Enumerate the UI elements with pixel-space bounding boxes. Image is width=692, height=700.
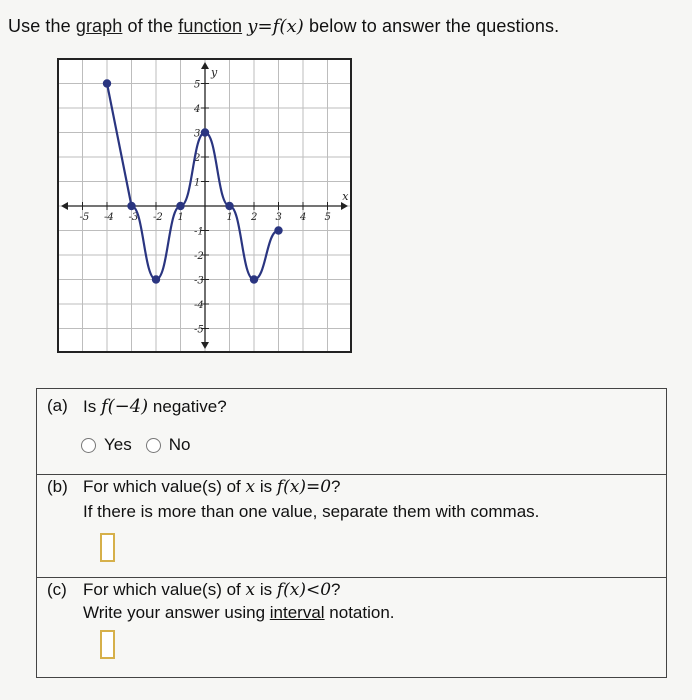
x-tick-label: 2 — [251, 212, 258, 223]
question-c-instruction — [83, 603, 395, 623]
x-axis-arrow-left — [61, 202, 68, 210]
y-tick-label: 5 — [194, 79, 201, 91]
y-tick-label: 3 — [194, 128, 201, 140]
question-a-text — [83, 396, 227, 417]
function-expression: y=f(x) — [247, 16, 304, 37]
question-c-expression: f(x)<0 — [276, 580, 332, 600]
curve-point — [225, 202, 233, 210]
radio-yes-icon[interactable] — [81, 438, 96, 453]
y-tick-label: -3 — [194, 275, 204, 287]
y-tick-label: -5 — [194, 324, 204, 336]
question-a-post: negative? — [148, 397, 227, 416]
curve-point — [274, 226, 282, 234]
question-b-tag: (b) — [47, 477, 68, 496]
curve-point — [103, 79, 111, 87]
question-a-panel — [36, 388, 667, 475]
interval-link[interactable]: interval — [269, 603, 325, 622]
answer-c-input[interactable] — [100, 630, 115, 659]
option-yes[interactable] — [81, 435, 132, 455]
radio-no-icon[interactable] — [146, 438, 161, 453]
option-no[interactable] — [146, 435, 191, 455]
y-tick-label: -2 — [194, 251, 204, 262]
question-c-text — [83, 580, 341, 600]
y-tick-label: -4 — [194, 300, 204, 311]
x-tick-label: 1 — [226, 212, 233, 223]
question-c-line2-pre: Write your answer using — [83, 603, 270, 622]
question-b-expression: f(x)=0 — [276, 477, 332, 497]
question-c-post: ? — [331, 580, 341, 599]
x-axis-arrow-right — [341, 202, 348, 210]
question-b-panel — [36, 474, 667, 578]
y-axis-label: y — [211, 66, 218, 79]
y-tick-label: -1 — [194, 226, 204, 238]
instructions — [8, 16, 559, 37]
x-tick-label: -2 — [153, 212, 163, 223]
question-c-mid: is — [255, 580, 277, 599]
y-axis-arrow-down — [201, 342, 209, 349]
x-tick-label: -5 — [79, 212, 90, 223]
graph-link[interactable]: graph — [75, 16, 123, 36]
x-tick-label: 5 — [324, 212, 331, 223]
question-b-mid: is — [255, 477, 277, 496]
y-tick-label: 4 — [194, 104, 201, 115]
question-c-panel — [36, 577, 667, 678]
question-a-expression: f(−4) — [100, 396, 149, 417]
yes-no-options — [81, 435, 204, 455]
curve-point — [201, 128, 209, 136]
question-a-tag: (a) — [47, 396, 68, 415]
question-c-var: x — [245, 580, 256, 600]
question-c-pre: For which value(s) of — [83, 580, 246, 599]
curve-point — [152, 275, 160, 283]
x-tick-label: 4 — [300, 212, 307, 223]
question-c-tag: (c) — [47, 580, 67, 599]
curve-point — [176, 202, 184, 210]
question-b-post: ? — [331, 477, 341, 496]
question-b-text — [83, 477, 341, 497]
y-axis-arrow-up — [201, 62, 209, 69]
x-tick-label: 3 — [275, 212, 282, 223]
x-tick-label: -3 — [128, 212, 139, 223]
question-a-pre: Is — [83, 397, 101, 416]
intro-text-4: below to answer the questions. — [303, 16, 560, 36]
question-b-instruction: If there is more than one value, separate them with commas. — [83, 502, 540, 521]
x-tick-label: 1 — [177, 212, 184, 223]
curve-point — [127, 202, 135, 210]
option-yes-label: Yes — [104, 435, 132, 454]
x-axis-label: x — [342, 190, 349, 203]
function-link[interactable]: function — [178, 16, 243, 36]
y-tick-label: 2 — [194, 153, 201, 164]
intro-text-1: Use the — [8, 16, 76, 36]
curve-point — [250, 275, 258, 283]
option-no-label: No — [168, 435, 191, 454]
question-c-line2-post: notation. — [324, 603, 395, 622]
x-tick-label: -4 — [104, 212, 114, 223]
answer-b-input[interactable] — [100, 533, 115, 562]
y-tick-label: 1 — [194, 177, 201, 189]
question-b-var: x — [245, 477, 256, 497]
graph-svg — [59, 60, 350, 351]
intro-text-2: of the — [122, 16, 179, 36]
function-graph — [57, 58, 352, 353]
question-b-pre: For which value(s) of — [83, 477, 246, 496]
